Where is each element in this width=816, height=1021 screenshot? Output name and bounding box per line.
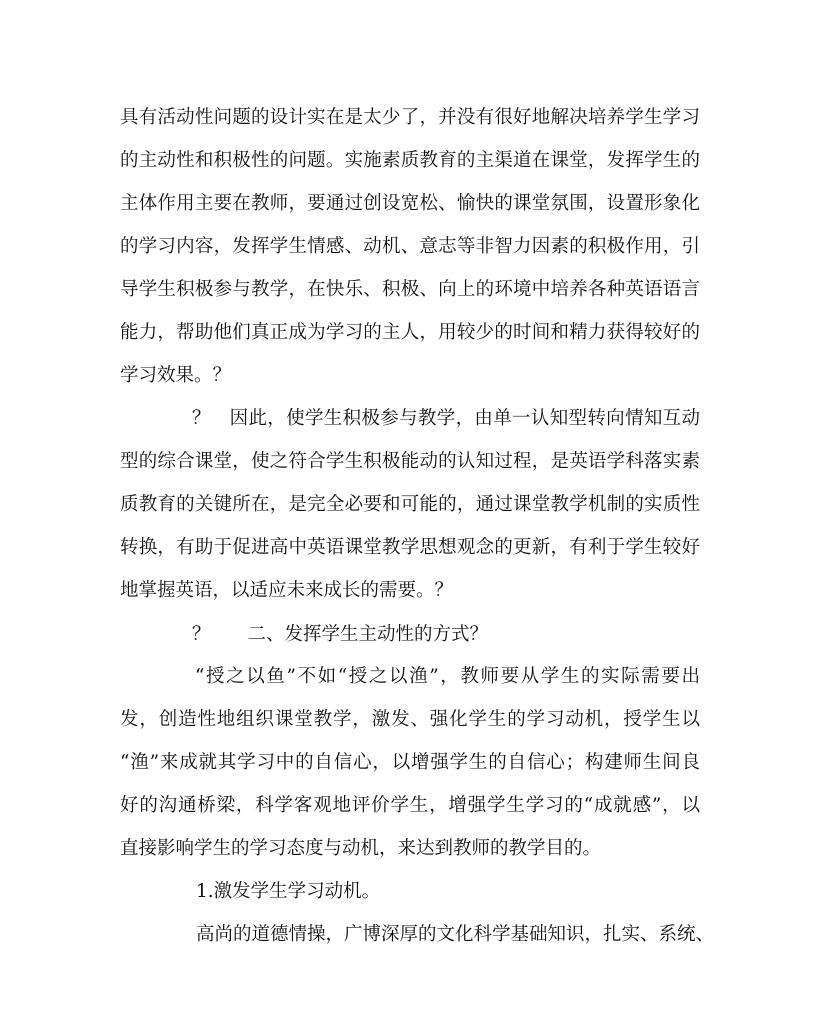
paragraph-line: 具有活动性问题的设计实在是太少了，并没有很好地解决培养学生学习	[120, 107, 700, 128]
paragraph-line: 转换，有助于促进高中英语课堂教学思想观念的更新，有利于学生较好	[120, 537, 700, 558]
section-heading: ？ 二、发挥学生主动性的方式？	[192, 624, 489, 645]
paragraph-line: 发，创造性地组织课堂教学，激发、强化学生的学习动机，授学生以	[120, 709, 700, 730]
paragraph-line: 学习效果。？	[120, 365, 232, 386]
paragraph-line: “渔”来成就其学习中的自信心，以增强学生的自信心；构建师生间良	[120, 752, 700, 773]
subsection-heading: 1.激发学生学习动机。	[196, 881, 381, 902]
paragraph-line: 地掌握英语，以适应未来成长的需要。？	[120, 580, 454, 601]
paragraph-line: 直接影响学生的学习态度与动机，来达到教师的教学目的。	[120, 838, 602, 859]
paragraph-line: 质教育的关键所在，是完全必要和可能的，通过课堂教学机制的实质性	[120, 494, 700, 515]
paragraph-line: “授之以鱼”不如“授之以渔”，教师要从学生的实际需要出	[195, 666, 700, 687]
paragraph-line: 高尚的道德情操，广博深厚的文化科学基础知识，扎实、系统、	[196, 924, 715, 945]
paragraph-line: 型的综合课堂，使之符合学生积极能动的认知过程，是英语学科落实素	[120, 451, 700, 472]
paragraph-line: 的学习内容，发挥学生情感、动机、意志等非智力因素的积极作用，引	[120, 236, 700, 257]
paragraph-line: 好的沟通桥梁，科学客观地评价学生，增强学生学习的“成就感”，以	[120, 795, 700, 816]
paragraph-line: 导学生积极参与教学，在快乐、积极、向上的环境中培养各种英语语言	[120, 279, 700, 300]
paragraph-line: 的主动性和积极性的问题。实施素质教育的主渠道在课堂，发挥学生的	[120, 150, 700, 171]
paragraph-line: 能力，帮助他们真正成为学习的主人，用较少的时间和精力获得较好的	[120, 322, 700, 343]
paragraph-line: ？ 因此，使学生积极参与教学，由单一认知型转向情知互动	[192, 408, 700, 429]
paragraph-line: 主体作用主要在教师，要通过创设宽松、愉快的课堂氛围，设置形象化	[120, 193, 700, 214]
